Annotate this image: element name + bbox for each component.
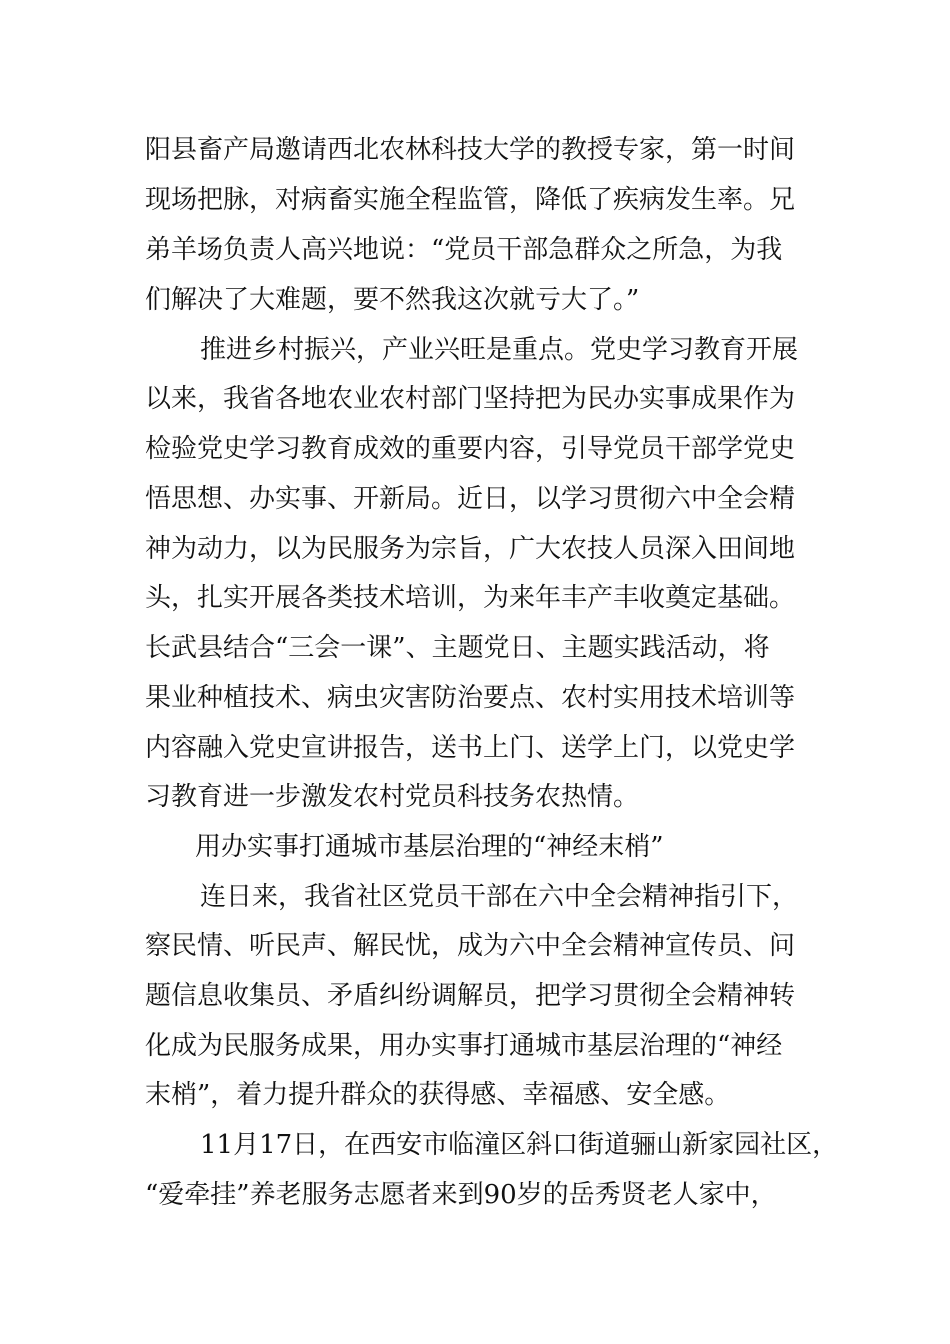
text-line: 神为动力，以为民服务为宗旨，广大农技人员深入田间地: [145, 534, 796, 564]
text-line: 习教育进一步激发农村党员科技务农热情。: [145, 782, 640, 812]
paragraph-first-line: 11月17日，在西安市临潼区斜口街道骊山新家园社区，: [200, 1130, 839, 1160]
text-line: 化成为民服务成果，用办实事打通城市基层治理的“神经: [145, 1031, 783, 1061]
section-heading: 用办实事打通城市基层治理的“神经末梢”: [195, 832, 664, 862]
text-line: 们解决了大难题，要不然我这次就亏大了。”: [145, 285, 640, 315]
text-line: 以来，我省各地农业农村部门坚持把为民办实事成果作为: [145, 384, 796, 414]
text-line: 察民情、听民声、解民忧，成为六中全会精神宣传员、问: [145, 931, 796, 961]
text-line: 检验党史学习教育成效的重要内容，引导党员干部学党史: [145, 434, 796, 464]
text-line: “爱牵挂”养老服务志愿者来到90岁的岳秀贤老人家中，: [145, 1180, 777, 1210]
text-line: 末梢”，着力提升群众的获得感、幸福感、安全感。: [145, 1080, 731, 1110]
text-line: 悟思想、办实事、开新局。近日，以学习贯彻六中全会精: [145, 484, 796, 514]
text-line: 现场把脉，对病畜实施全程监管，降低了疾病发生率。兄: [145, 185, 796, 215]
text-line: 头，扎实开展各类技术培训，为来年丰产丰收奠定基础。: [145, 583, 796, 613]
text-line: 题信息收集员、矛盾纠纷调解员，把学习贯彻全会精神转: [145, 981, 796, 1011]
paragraph-first-line: 推进乡村振兴，产业兴旺是重点。党史学习教育开展: [200, 335, 799, 365]
text-line: 内容融入党史宣讲报告，送书上门、送学上门，以党史学: [145, 733, 796, 763]
text-line: 长武县结合“三会一课”、主题党日、主题实践活动，将: [145, 633, 770, 663]
text-line: 弟羊场负责人高兴地说：“党员干部急群众之所急，为我: [145, 235, 783, 265]
text-line: 阳县畜产局邀请西北农林科技大学的教授专家，第一时间: [145, 135, 796, 165]
text-line: 果业种植技术、病虫灾害防治要点、农村实用技术培训等: [145, 683, 796, 713]
paragraph-first-line: 连日来，我省社区党员干部在六中全会精神指引下，: [200, 882, 799, 912]
